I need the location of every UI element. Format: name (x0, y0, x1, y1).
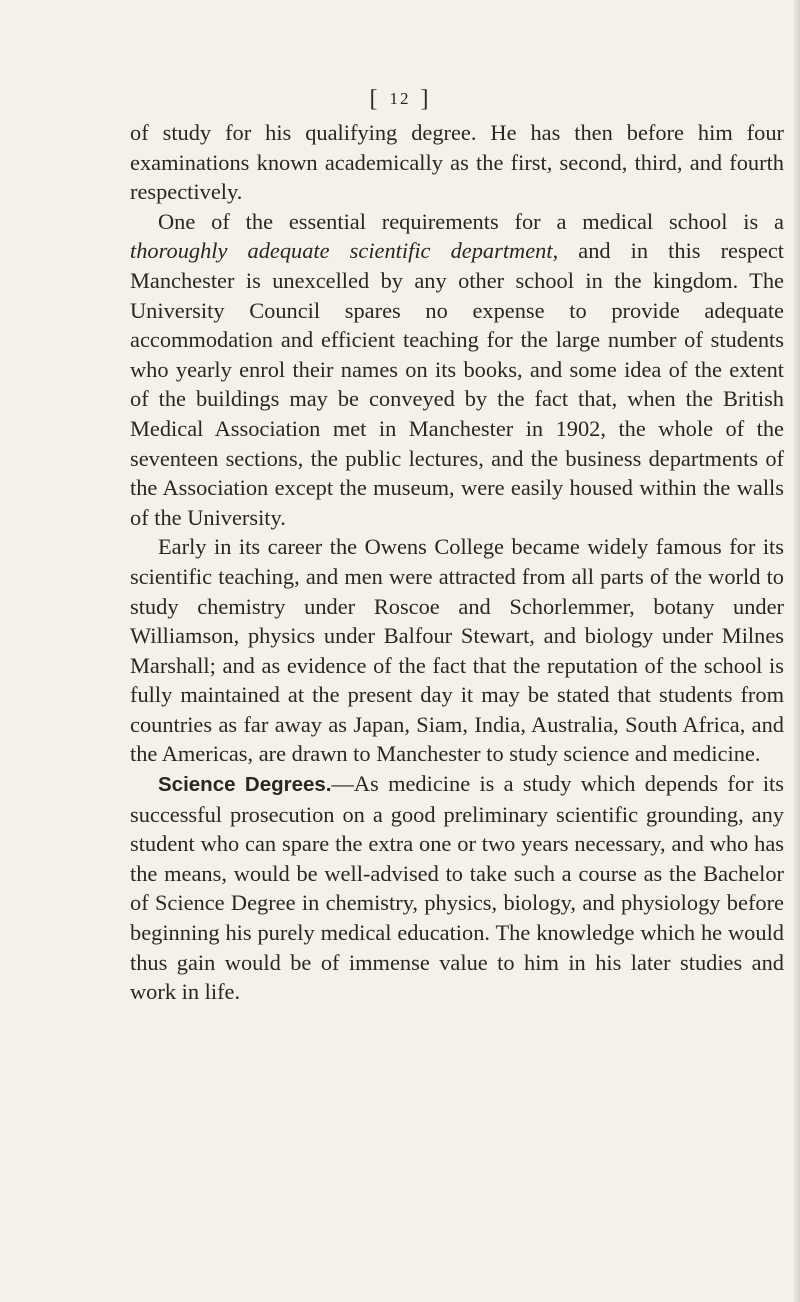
paragraph-science-degrees (130, 769, 784, 1007)
paragraph-scientific-department (130, 207, 784, 533)
page-edge (794, 0, 800, 1302)
paragraph-text: of study for his qualifying degree. He has then before him four examinations known academically as the first, second, third, and fourth respectively. (130, 120, 784, 205)
folio-close-bracket: ] (420, 86, 431, 112)
paragraph-text-before: One of the essential requirements for a medical school is a (158, 208, 784, 234)
italic-phrase: thoroughly adequate scientific department (130, 238, 553, 264)
page-number (0, 86, 800, 113)
paragraph-text-after: , and in this respect Manchester is unexcelled by any other school in the kingdom. The University Council spares no expense to provide adequate accommodation and efficient teaching for the large number of students who yearly enrol their names on its books, and some idea of the extent of the buildings may be conveyed by the fact that, when the British Medical Association met in Manchester in 1902, the whole of the seventeen sections, the public lectures, and the business departments of the Association except the museum, were easily housed within the walls of the University. (130, 238, 784, 530)
paragraph-owens-college (130, 532, 784, 769)
paragraph-continuation (130, 118, 784, 207)
section-heading: Science Degrees. (158, 773, 332, 797)
folio-open-bracket: [ (369, 86, 380, 112)
folio-number: 12 (389, 89, 411, 108)
paragraph-text: Early in its career the Owens College became widely famous for its scientific teaching, and men were attracted from all parts of the world to study chemistry under Roscoe and Schorlemmer, botany under Williamson, physics under Balfour Stewart, and biology under Milnes Marshall; and as evidence of the fact that the reputation of the school is fully maintained at the present day it may be stated that students from countries as far away as Japan, Siam, India, Australia, South Africa, and the Americas, are drawn to Manchester to study science and medicine. (130, 534, 784, 767)
body-text (130, 118, 784, 1007)
paragraph-text: —As medicine is a study which depends for its successful prosecution on a good preliminary scientific grounding, any student who can spare the extra one or two years necessary, and who has the means, would be well-advised to take such a course as the Bachelor of Science Degree in chemistry, physics, biology, and physiology before beginning his purely medical education. The knowledge which he would thus gain would be of immense value to him in his later studies and work in life. (130, 771, 784, 1005)
